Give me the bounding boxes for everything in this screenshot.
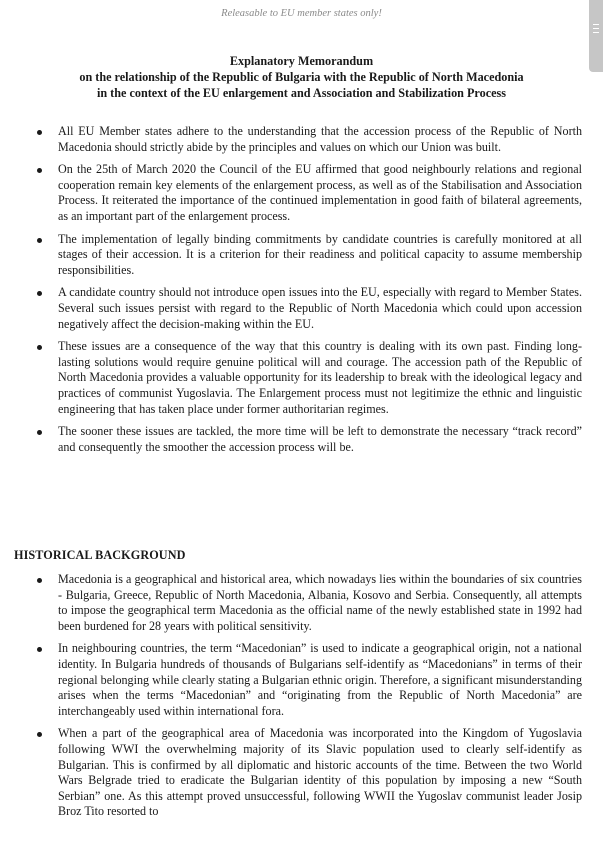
grip-line-icon: [593, 28, 599, 29]
grip-line-icon: [593, 24, 599, 25]
list-item: [0, 162, 603, 224]
list-item: [0, 339, 603, 417]
title-line-2: on the relationship of the Republic of Bulgaria with the Republic of North Macedonia: [79, 70, 524, 84]
list-item: [0, 572, 603, 634]
history-bullet-list: [0, 572, 603, 827]
bullet-text: When a part of the geographical area of Macedonia was incorporated into the Kingdom of Yugoslavia following WWI the overwhelming majority of its Slavic population used to clearly self-identify as Bulgarian. This is confirmed by all diplomatic and historic accounts of the time. Between the two World Wars Belgrade tried to eradicate the Bulgarian identity of this population by imposing a new “South Serbian” one. As this attempt proved unsuccessful, following WWII the Yugoslav communist leader Josip Broz Tito resorted to: [58, 726, 582, 819]
list-item: [0, 285, 603, 332]
title-line-1: Explanatory Memorandum: [229, 54, 374, 68]
list-item: [0, 641, 603, 719]
memorandum-title: [0, 53, 603, 101]
intro-bullet-list: [0, 124, 603, 462]
bullet-text: Macedonia is a geographical and historical area, which nowadays lies within the boundaries of six countries - Bulgaria, Greece, Republic of North Macedonia, Albania, Kosovo and Serbia. Consequently, all attempts to impose the geographical term Macedonia as the official name of the newly established state in 1992 had been burdened for 28 years with political sensitivity.: [58, 572, 582, 633]
list-item: [0, 232, 603, 279]
bullet-text: The implementation of legally binding commitments by candidate countries is carefully monitored at all stages of their accession. It is a criterion for their readiness and political capacity to assume membership responsibilities.: [58, 231, 582, 277]
bullet-text: All EU Member states adhere to the understanding that the accession process of the Republic of North Macedonia should strictly abide by the principles and values on which our Union was built.: [58, 124, 582, 154]
bullet-text: A candidate country should not introduce open issues into the EU, especially with regard to Member States. Several such issues persist with regard to the Republic of North Macedonia which could upon accession negatively affect the decision-making within the EU.: [58, 285, 582, 331]
section-heading: HISTORICAL BACKGROUND: [14, 548, 186, 562]
list-item: [0, 124, 603, 155]
classification-note: Releasable to EU member states only!: [221, 8, 382, 19]
list-item: [0, 424, 603, 455]
bullet-text: The sooner these issues are tackled, the more time will be left to demonstrate the necessary “track record” and consequently the smoother the accession process will be.: [58, 424, 582, 454]
bullet-text: On the 25th of March 2020 the Council of the EU affirmed that good neighbourly relations and regional cooperation remain key elements of the enlargement process, as well as of the Stabilisation and Association Process. It reiterated the importance of the continued implementation in good faith of bilateral agreements, as an important part of the enlargement process.: [58, 162, 582, 223]
bullet-text: These issues are a consequence of the way that this country is dealing with its own past. Finding long-lasting solutions would require genuine political will and courage. The accession path of the Republic of North Macedonia provides a valuable opportunity for its leadership to break with the ideological legacy and practices of communist Yugoslavia. The Enlargement process must not legitimize the ethnic and linguistic engineering that has taken place under former authoritarian regimes.: [58, 339, 582, 416]
grip-line-icon: [593, 32, 599, 33]
list-item: [0, 726, 603, 820]
title-line-3: in the context of the EU enlargement and Association and Stabilization Process: [96, 86, 507, 100]
bullet-text: In neighbouring countries, the term “Macedonian” is used to indicate a geographical origin, not a national identity. In Bulgaria hundreds of thousands of Bulgarians self-identify as “Macedonians” in terms of their regional belonging while clearly stating a Bulgarian ethnic origin. Therefore, a significant misunderstanding arises when the terms “Macedonian” and “originating from the Republic of North Macedonia” are interchangeably used within international fora.: [58, 641, 582, 718]
